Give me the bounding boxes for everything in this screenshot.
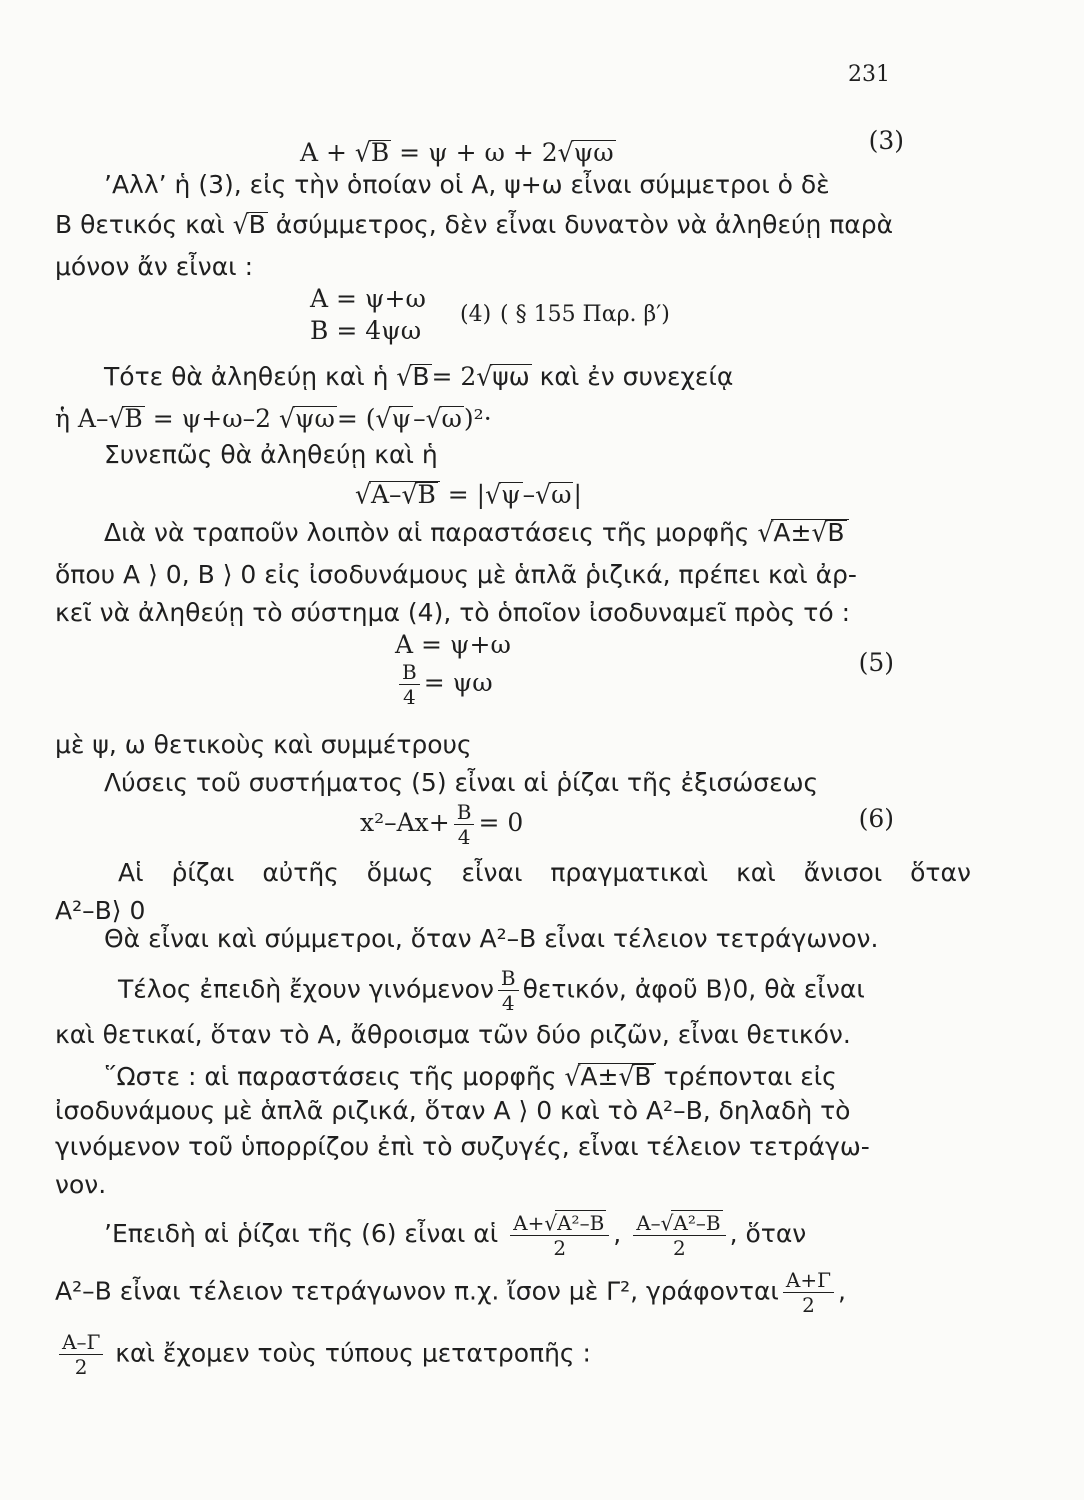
text-line: καὶ θετικαί, ὅταν τὸ Α, ἄθροισμα τῶν δύο ριζῶν, εἶναι θετικόν. xyxy=(55,1020,851,1049)
equation-4b: Β = 4ψω xyxy=(310,316,422,345)
text-line: Λύσεις τοῦ συστήματος (5) εἶναι αἱ ῥίζαι τῆς ἐξισώσεως xyxy=(104,768,819,797)
text-line: Διὰ νὰ τραποῦν λοιπὸν αἱ παραστάσεις τῆς μορφῆς √Α±√Β xyxy=(104,518,849,548)
equation-5b: $\frac{B}{4}$ = ψω xyxy=(395,660,493,709)
text-line: ἡ Α–√Β = ψ+ω–2 √ψω= (√ψ–√ω)²· xyxy=(55,403,492,434)
equation-3-tag: (3) xyxy=(868,126,904,155)
equation-4a: Α = ψ+ω xyxy=(310,284,426,313)
equation-5a: Α = ψ+ω xyxy=(395,630,511,659)
text-line: ἰσοδυνάμους μὲ ἁπλᾶ ριζικά, ὅταν Α ⟩ 0 καὶ τὸ Α²–Β, δηλαδὴ τὸ xyxy=(55,1096,851,1125)
text-line: Β θετικός καὶ √Β ἀσύμμετρος, δὲν εἶναι δυνατὸν νὰ ἀληθεύῃ παρὰ xyxy=(55,209,894,240)
text-line: Τέλος ἐπειδὴ ἔχουν γινόμενον $\frac{B}{4}$ θετικόν, ἀφοῦ Β⟩0, θὰ εἶναι xyxy=(118,966,865,1015)
text-line: Συνεπῶς θὰ ἀληθεύῃ καὶ ἡ xyxy=(104,440,438,469)
text-line: ’Αλλ’ ἡ (3), εἰς τὴν ὁποίαν οἱ Α, ψ+ω εἶναι σύμμετροι ὁ δὲ xyxy=(104,170,830,199)
text-line: ῞Ωστε : αἱ παραστάσεις τῆς μορφῆς √Α±√Β τρέπονται εἰς xyxy=(104,1061,837,1092)
text-line: Α²–Β εἶναι τέλειον τετράγωνον π.χ. ἴσον μὲ Γ², γράφονται $\frac{A+\Gamma}{2}$ , xyxy=(55,1268,846,1317)
text-line: $\frac{A-\Gamma}{2}$ καὶ ἔχομεν τοὺς τύπους μετατροπῆς : xyxy=(55,1330,591,1379)
text-line: μόνον ἄν εἶναι : xyxy=(55,252,254,281)
equation-abs: √Α–√Β = |√ψ–√ω| xyxy=(355,479,582,510)
page-number: 231 xyxy=(848,62,890,87)
equation-5-tag: (5) xyxy=(858,648,894,677)
equation-4-tag: (4) xyxy=(460,302,492,327)
text-line: κεῖ νὰ ἀληθεύῃ τὸ σύστημα (4), τὸ ὁποῖον ἰσοδυναμεῖ πρὸς τό : xyxy=(55,598,850,627)
text-line: Θὰ εἶναι καὶ σύμμετροι, ὅταν Α²–Β εἶναι τέλειον τετράγωνον. xyxy=(104,924,879,953)
text-line: ’Επειδὴ αἱ ῥίζαι τῆς (6) εἶναι αἱ $\frac{\text{Α+√Α²–Β}}{2}$ , $\frac{\text{Α–√Α²–Β}}{2}$ , ὅταν xyxy=(104,1210,807,1260)
equation-3: A + √B = ψ + ω + 2√ψω xyxy=(300,137,614,168)
text-line: νον. xyxy=(55,1170,107,1199)
text-line: γινόμενον τοῦ ὑπορρίζου ἐπὶ τὸ συζυγές, εἶναι τέλειον τετράγω- xyxy=(55,1132,870,1161)
text-line: Αἱ ῥίζαι αὐτῆς ὅμως εἶναι πραγματικαὶ καὶ ἄνισοι ὅταν xyxy=(118,858,971,887)
text-line: μὲ ψ, ω θετικοὺς καὶ συμμέτρους xyxy=(55,730,472,759)
text-line: Α²–Β⟩ 0 xyxy=(55,896,146,925)
equation-6: x²–Ax+ $\frac{B}{4}$ = 0 xyxy=(360,800,524,849)
text-line: Τότε θὰ ἀληθεύῃ καὶ ἡ √Β= 2√ψω καὶ ἐν συνεχείᾳ xyxy=(104,361,734,392)
equation-4-reference: ( § 155 Παρ. β′) xyxy=(500,302,670,327)
equation-6-tag: (6) xyxy=(858,804,894,833)
text-line: ὅπου Α ⟩ 0, Β ⟩ 0 εἰς ἰσοδυνάμους μὲ ἁπλᾶ ῥιζικά, πρέπει καὶ ἀρ- xyxy=(55,560,857,589)
